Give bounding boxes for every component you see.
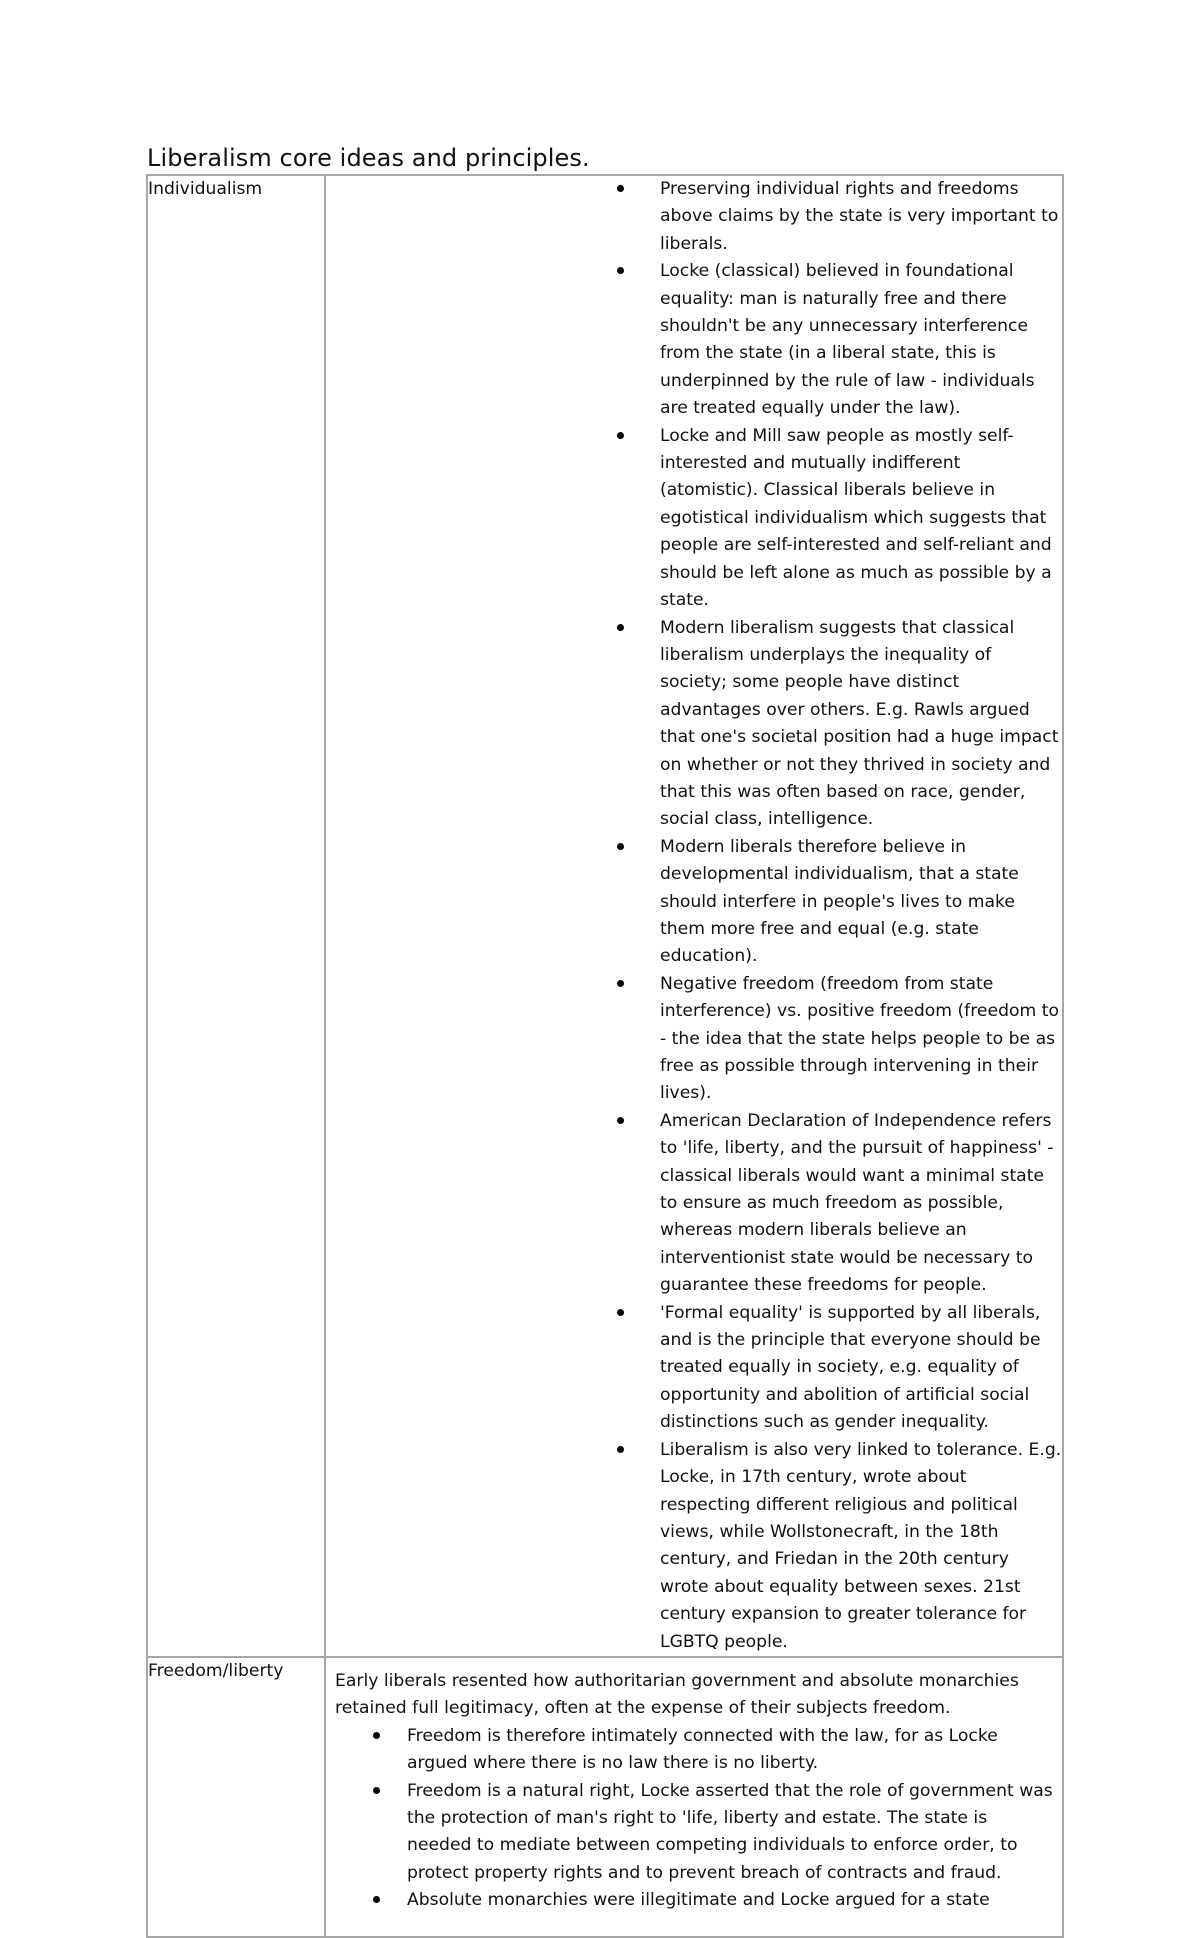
list-item: American Declaration of Independence refers to 'life, liberty, and the pursuit of happiness' - classical liberals would want a minimal state to ensure as much freedom as possible, whereas modern liberals believe an interventionist state would be necessary to guarantee these freedoms for people. xyxy=(326,1108,1062,1300)
bullet-icon xyxy=(617,1117,624,1124)
row-label-individualism: Individualism xyxy=(147,175,325,1657)
list-item: Absolute monarchies were illegitimate and Locke argued for a state xyxy=(335,1887,1054,1914)
bullet-list xyxy=(326,176,1062,1656)
bullet-icon xyxy=(617,432,624,439)
row-content-freedom xyxy=(325,1657,1063,1937)
bullet-icon xyxy=(617,980,624,987)
bullet-icon xyxy=(373,1787,380,1794)
bullet-icon xyxy=(617,624,624,631)
bullet-icon xyxy=(617,1446,624,1453)
bullet-icon xyxy=(617,267,624,274)
list-item: Locke and Mill saw people as mostly self-interested and mutually indifferent (atomistic). Classical liberals believe in egotistical individualism which suggests that people are self-interested and self-reliant and should be left alone as much as possible by a state. xyxy=(326,423,1062,615)
list-item: Modern liberals therefore believe in developmental individualism, that a state should interfere in people's lives to make them more free and equal (e.g. state education). xyxy=(326,834,1062,971)
bullet-list xyxy=(335,1723,1054,1915)
list-item: Modern liberalism suggests that classical liberalism underplays the inequality of society; some people have distinct advantages over others. E.g. Rawls argued that one's societal position had a huge impact on whether or not they thrived in society and that this was often based on race, gender, social class, intelligence. xyxy=(326,615,1062,834)
bullet-icon xyxy=(617,843,624,850)
document-title: Liberalism core ideas and principles. xyxy=(147,144,590,172)
list-item: Preserving individual rights and freedoms above claims by the state is very important to liberals. xyxy=(326,176,1062,258)
row-label-freedom: Freedom/liberty xyxy=(147,1657,325,1937)
bullet-icon xyxy=(617,185,624,192)
row-content-individualism xyxy=(325,175,1063,1657)
list-item: Liberalism is also very linked to tolerance. E.g. Locke, in 17th century, wrote about respecting different religious and political views, while Wollstonecraft, in the 18th century, and Friedan in the 20th century wrote about equality between sexes. 21st century expansion to greater tolerance for LGBTQ people. xyxy=(326,1437,1062,1656)
list-item: Freedom is therefore intimately connected with the law, for as Locke argued where there is no law there is no liberty. xyxy=(335,1723,1054,1778)
table-row xyxy=(147,175,1063,1657)
list-item: Freedom is a natural right, Locke asserted that the role of government was the protection of man's right to 'life, liberty and estate. The state is needed to mediate between competing individuals to enforce order, to protect property rights and to prevent breach of contracts and fraud. xyxy=(335,1778,1054,1888)
table-row xyxy=(147,1657,1063,1937)
list-item: Locke (classical) believed in foundational equality: man is naturally free and there shouldn't be any unnecessary interference from the state (in a liberal state, this is underpinned by the rule of law - individuals are treated equally under the law). xyxy=(326,258,1062,422)
bullet-icon xyxy=(373,1896,380,1903)
notes-table xyxy=(146,174,1064,1938)
list-item: Negative freedom (freedom from state interference) vs. positive freedom (freedom to - the idea that the state helps people to be as free as possible through intervening in their lives). xyxy=(326,971,1062,1108)
bullet-icon xyxy=(373,1732,380,1739)
bullet-icon xyxy=(617,1309,624,1316)
list-item: 'Formal equality' is supported by all liberals, and is the principle that everyone should be treated equally in society, e.g. equality of opportunity and abolition of artificial social distinctions such as gender inequality. xyxy=(326,1300,1062,1437)
row-intro-text: Early liberals resented how authoritarian government and absolute monarchies retained full legitimacy, often at the expense of their subjects freedom. xyxy=(335,1670,1019,1719)
